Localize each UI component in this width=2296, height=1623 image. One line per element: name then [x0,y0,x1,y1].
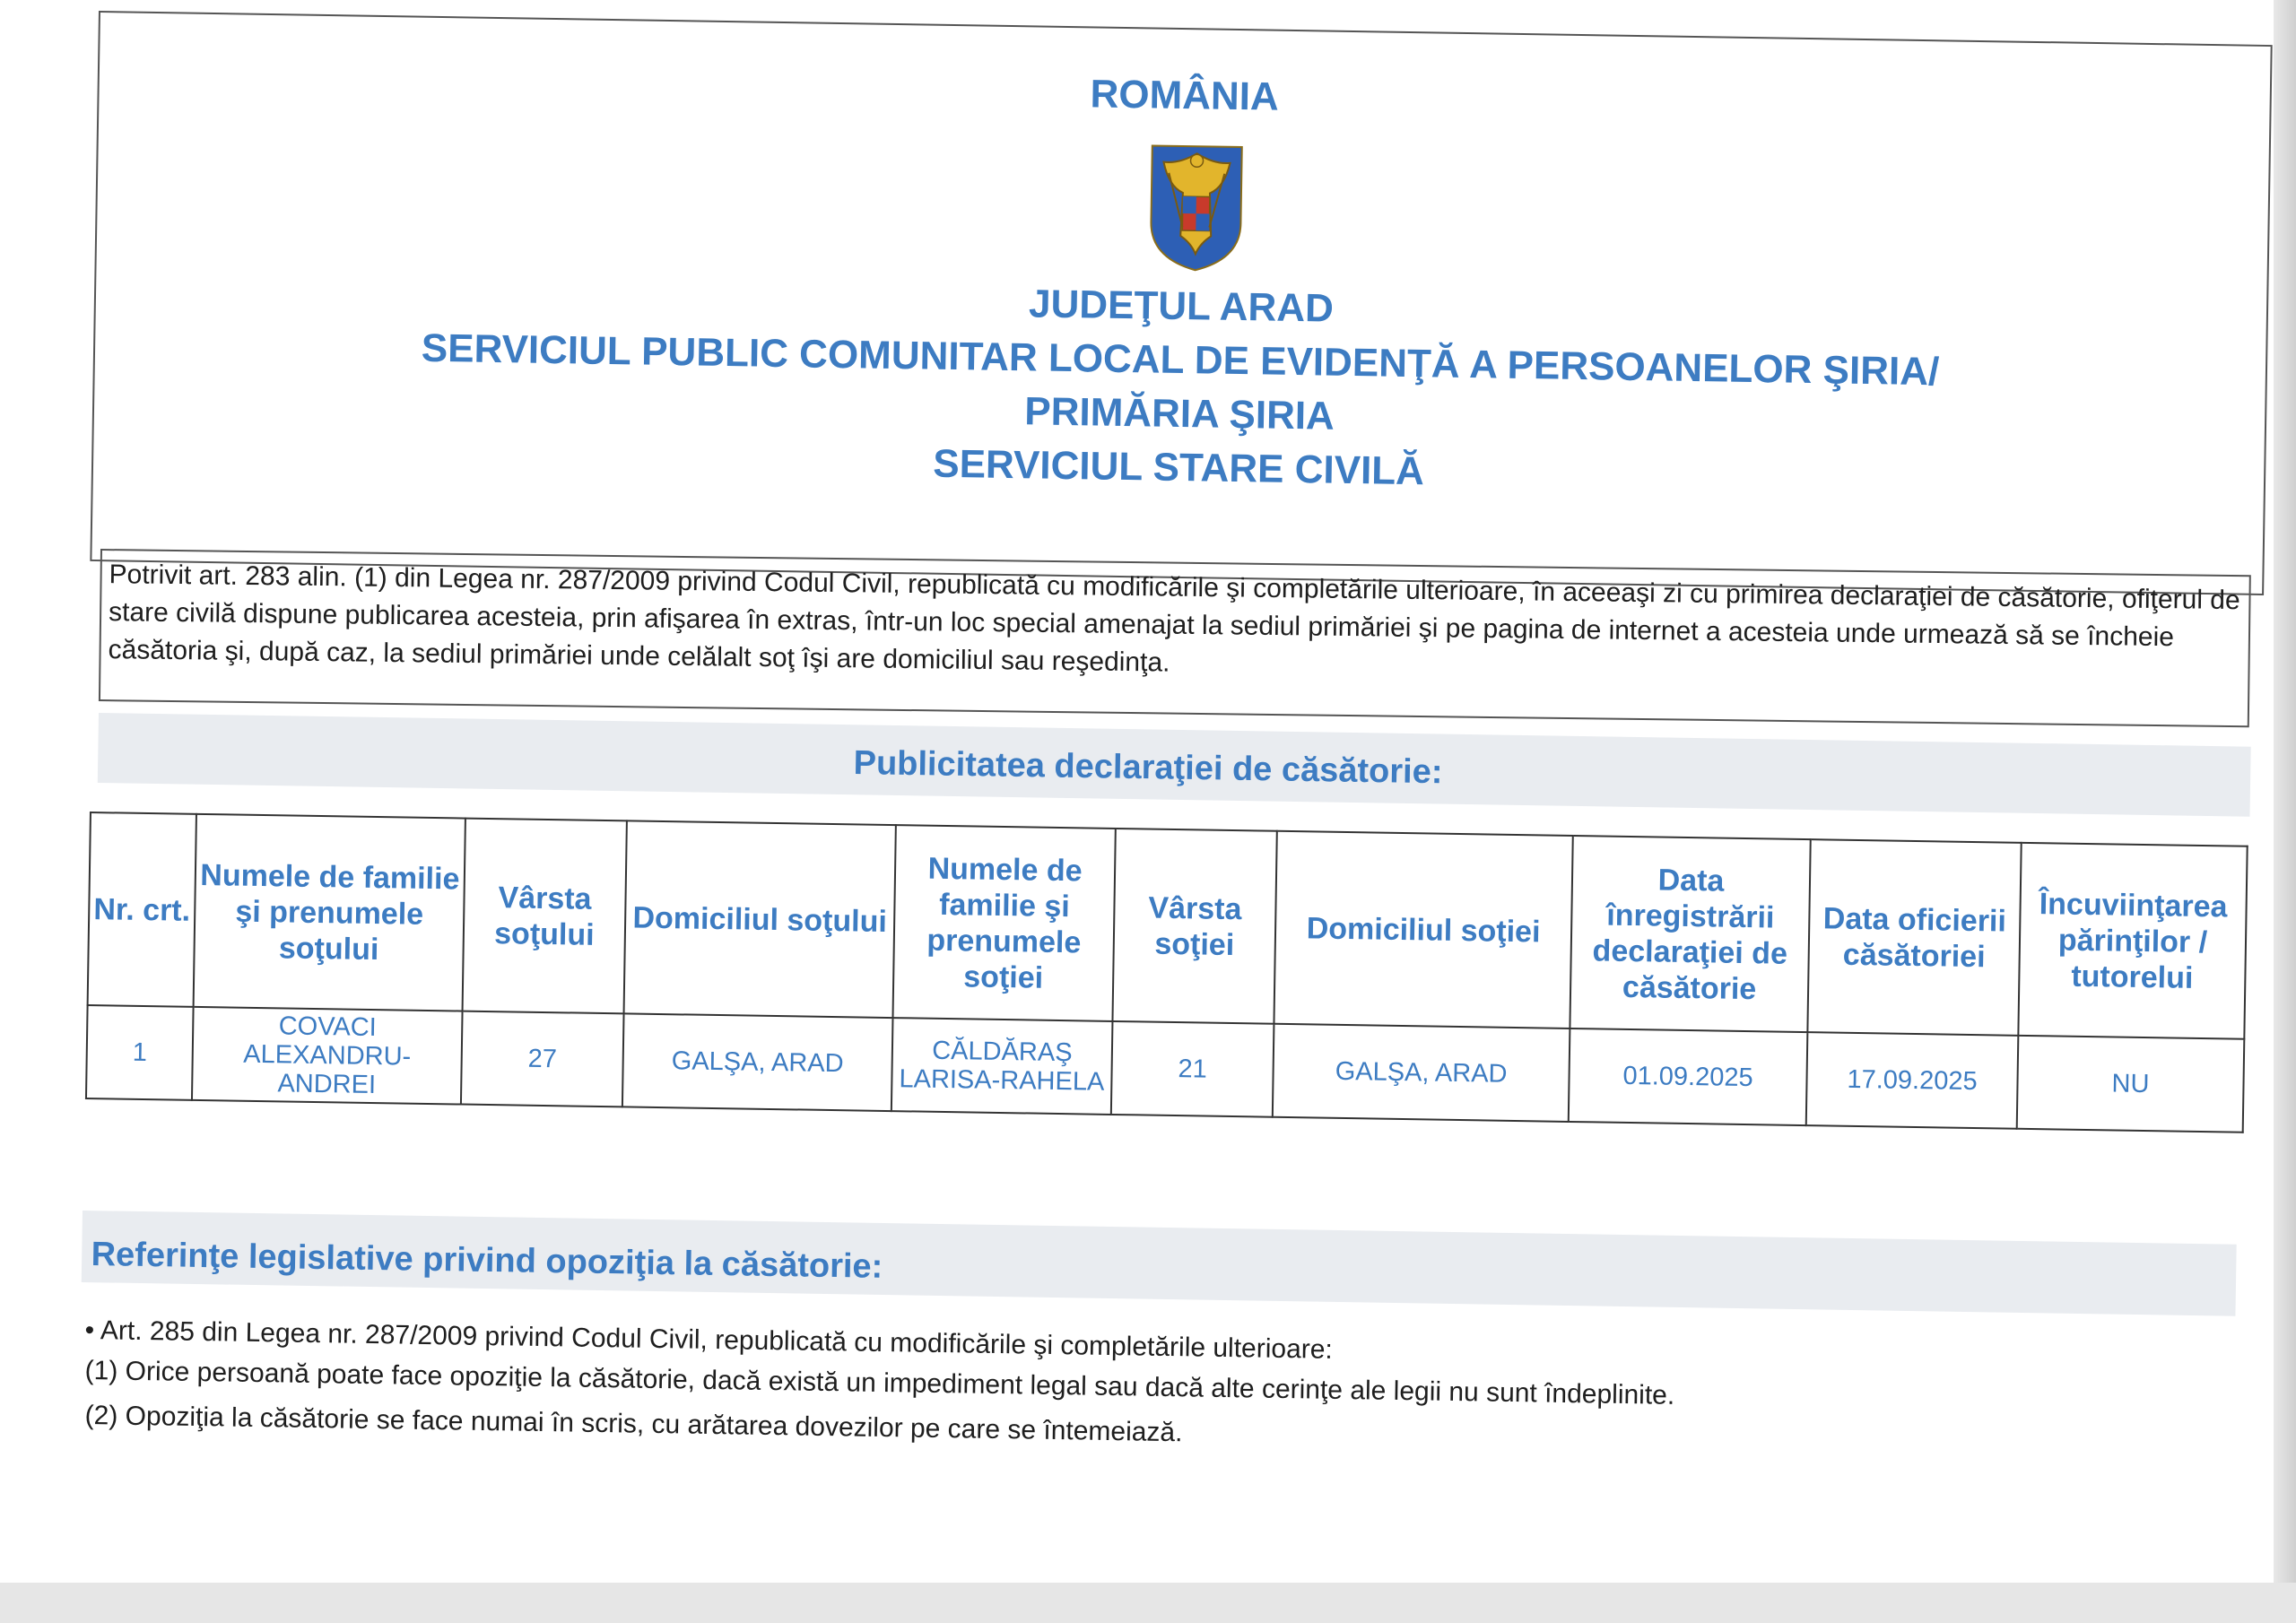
cell-husband-domicile: GALŞA, ARAD [622,1013,893,1111]
page-edge-bottom [0,1583,2296,1623]
references-title: Referinţe legislative privind opoziţia la căsătorie: [91,1236,883,1286]
service-title: SERVICIUL PUBLIC COMUNITAR LOCAL DE EVIDENŢĂ A PERSOANELOR ŞIRIA/ [421,325,1940,395]
town-hall-title: PRIMĂRIA ŞIRIA [1023,389,1335,438]
header-wife-name: Numele de familie şi prenumele soţiei [892,825,1115,1021]
references-item-2: (2) Opoziţia la căsătorie se face numai în scris, cu arătarea dovezilor pe care se întemeiază. [84,1400,1183,1448]
header-husband-domicile: Domiciliul soţului [624,820,896,1018]
department-title: SERVICIUL STARE CIVILĂ [932,441,1425,494]
cell-wife-age: 21 [1111,1021,1274,1117]
cell-ceremony-date: 17.09.2025 [1806,1032,2019,1129]
references-item-1: (1) Orice persoană poate face opoziţie la căsătorie, dacă există un impediment legal sau dacă alte cerinţe ale legii nu sunt îndeplinite. [84,1355,1675,1410]
header-ceremony-date: Data oficierii căsătoriei [1807,839,2021,1036]
header-nr: Nr. crt. [88,812,196,1007]
references-intro: • Art. 285 din Legea nr. 287/2009 privind Codul Civil, republicată cu modificările şi completările ulterioare: [84,1315,1334,1365]
header-parental-consent: Încuviinţarea părinţilor / tutorelui [2018,843,2247,1039]
cell-parental-consent: NU [2017,1036,2245,1133]
header-registration-date: Data înregistrării declaraţiei de căsătorie [1570,836,1810,1032]
publicity-title: Publicitatea declaraţiei de căsătorie: [853,744,1443,792]
header-wife-domicile: Domiciliul soţiei [1274,831,1572,1028]
header-box [90,11,2272,595]
header-husband-name: Numele de familie şi prenumele soţului [194,814,465,1011]
header-wife-age: Vârsta soţiei [1112,829,1276,1024]
romania-coat-of-arms-icon [1146,136,1247,273]
cell-nr: 1 [86,1005,194,1100]
page-edge-right [2274,0,2296,1623]
county-title: JUDEŢUL ARAD [1028,282,1335,331]
cell-husband-name: COVACI ALEXANDRU-ANDREI [192,1007,463,1105]
marriage-declaration-table [85,812,2247,1133]
cell-registration-date: 01.09.2025 [1569,1028,1808,1125]
country-title: ROMÂNIA [1090,72,1280,119]
header-husband-age: Vârsta soţului [463,819,627,1014]
cell-wife-name: CĂLDĂRAŞ LARISA-RAHELA [891,1018,1113,1115]
cell-husband-age: 27 [461,1011,624,1107]
legal-notice: Potrivit art. 283 alin. (1) din Legea nr. 287/2009 privind Codul Civil, republicată cu modificările şi completările ulterioare, în aceeaşi zi cu primirea declaraţiei de căsătorie, ofiţerul de stare civilă dispune publicarea acesteia, prin afişarea în extras, într-un loc special amenajat la sediul primăriei şi pe pagina de internet a acesteia unde urmează să se încheie căsătoria şi, după caz, la sediul primăriei unde celălalt soţ îşi are domiciliul sau reşedinţa. [99,549,2251,727]
table-header-row [88,812,2248,1039]
cell-wife-domicile: GALŞA, ARAD [1273,1024,1570,1122]
